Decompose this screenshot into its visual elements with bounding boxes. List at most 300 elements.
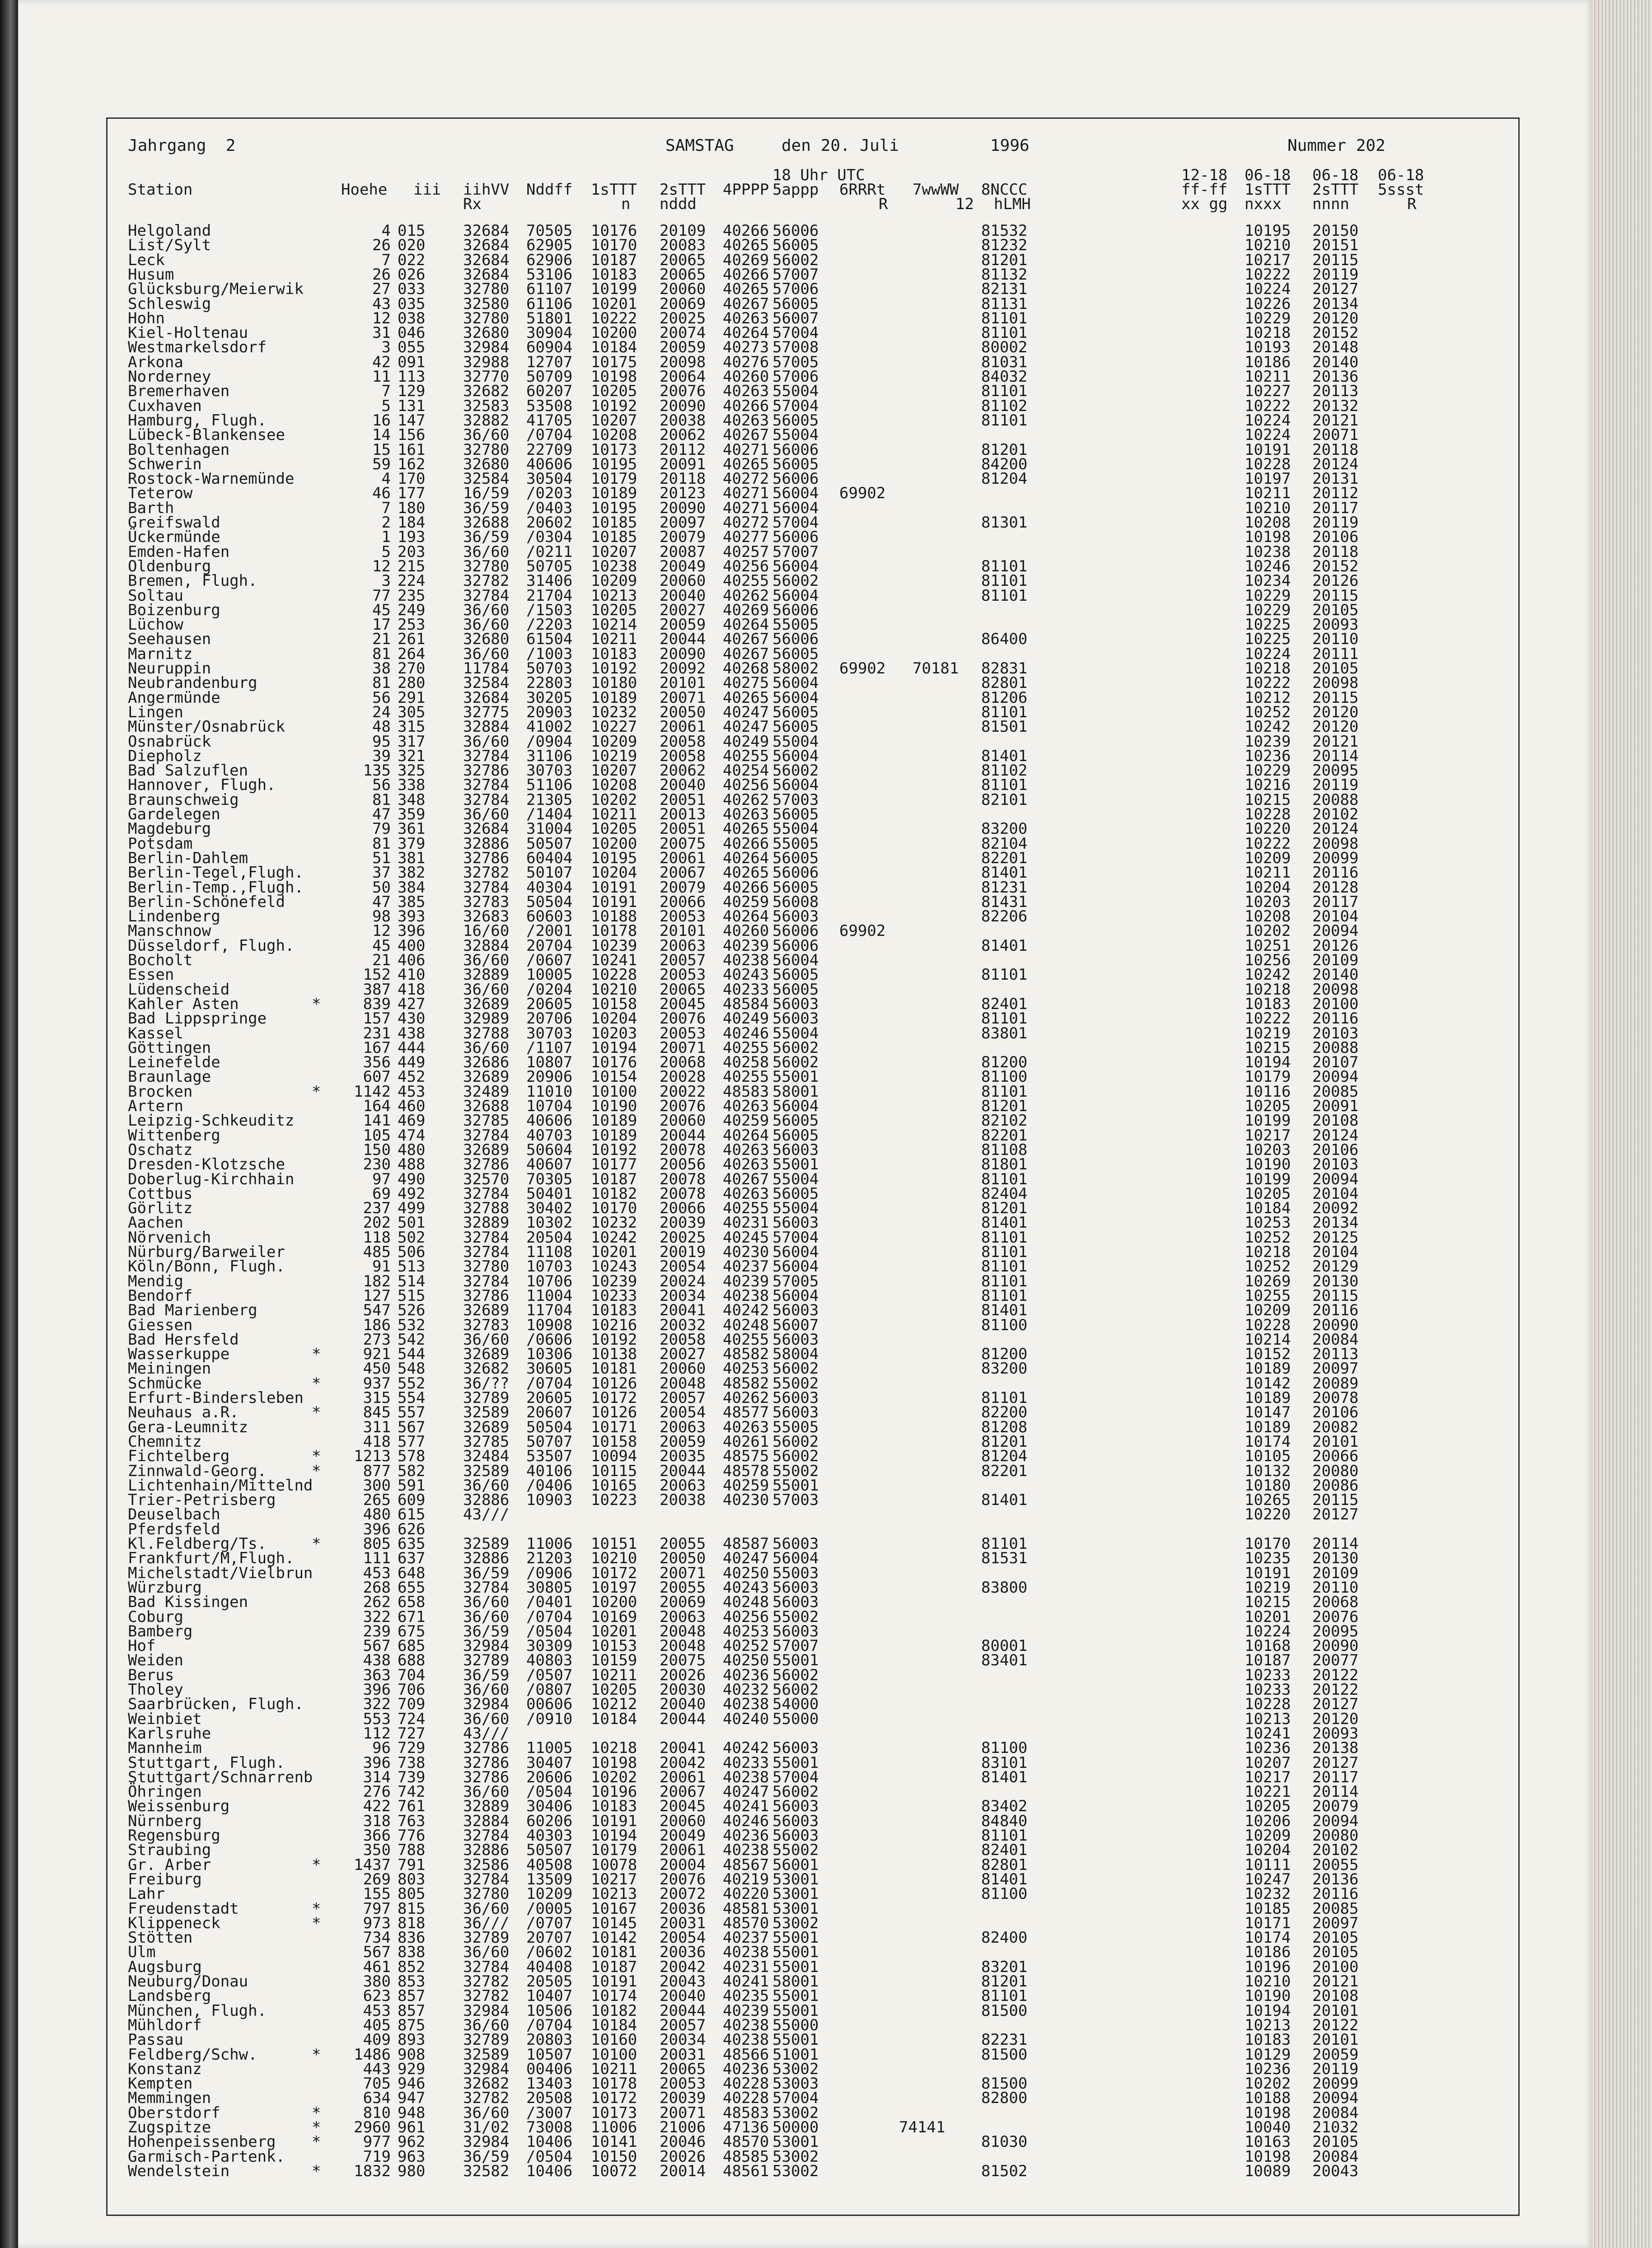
cell-iii: 184 — [398, 514, 426, 532]
cell-iii: 688 — [398, 1651, 426, 1670]
cell-nddff: /2001 — [526, 922, 573, 940]
cell-nddff: 40607 — [526, 1155, 573, 1174]
cell-t2: 20080 — [1312, 1462, 1359, 1480]
col-iii: iii — [413, 181, 441, 199]
cell-appp: 56004 — [772, 557, 819, 575]
cell-hoehe: 453 — [363, 2001, 391, 2020]
table-row — [0, 1274, 1652, 1289]
cell-ttt2: 20046 — [660, 2133, 706, 2151]
cell-ttt1: 10171 — [591, 1418, 637, 1436]
cell-iihvv: 32586 — [463, 1855, 510, 1874]
cell-nddff: 11005 — [526, 1739, 573, 1757]
cell-ttt1: 10208 — [591, 426, 637, 444]
cell-station: Pferdsfeld — [128, 1520, 220, 1538]
cell-iii: 264 — [398, 645, 426, 663]
cell-appp: 58001 — [772, 1972, 819, 1991]
table-row — [0, 1624, 1652, 1639]
cell-iii: 131 — [398, 397, 426, 415]
cell-pppp: 40238 — [723, 951, 769, 969]
cell-t1: 10089 — [1245, 2162, 1291, 2180]
cell-t2: 20116 — [1312, 1301, 1359, 1320]
cell-t2: 20093 — [1312, 1724, 1359, 1743]
cell-nddff: 10704 — [526, 1097, 573, 1115]
cell-ttt1: 10207 — [591, 762, 637, 780]
cell-t1: 10229 — [1245, 601, 1291, 619]
table-row — [0, 1785, 1652, 1799]
cell-ccc: 81201 — [981, 251, 1028, 269]
cell-hoehe: 797 — [363, 1899, 391, 1918]
cell-station: Neuhaus a.R. — [128, 1403, 239, 1422]
cell-nddff: 10005 — [526, 966, 573, 984]
cell-station: Würzburg — [128, 1578, 202, 1597]
cell-station: Hamburg, Flugh. — [128, 411, 267, 430]
cell-t1: 10132 — [1245, 1462, 1291, 1480]
cell-ttt2: 20031 — [660, 2045, 706, 2064]
cell-iihvv: 32689 — [463, 1068, 510, 1086]
cell-nddff: 50504 — [526, 893, 573, 911]
cell-station: Berlin-Tegel,Flugh. — [128, 864, 304, 882]
cell-t2: 20093 — [1312, 616, 1359, 634]
cell-station: Wittenberg — [128, 1126, 220, 1145]
cell-nddff: 10507 — [526, 2045, 573, 2064]
cell-iihvv: 32984 — [463, 2060, 510, 2078]
cell-iii: 393 — [398, 907, 426, 926]
cell-station: Helgoland — [128, 222, 211, 240]
cell-hoehe: 26 — [372, 265, 391, 284]
cell-hoehe: 39 — [372, 747, 391, 765]
cell-appp: 56006 — [772, 222, 819, 240]
cell-ttt1: 10192 — [591, 659, 637, 678]
cell-appp: 55002 — [772, 1374, 819, 1393]
cell-ttt2: 20039 — [660, 2089, 706, 2108]
cell-pppp: 48581 — [723, 1899, 769, 1918]
cell-hoehe: 734 — [363, 1929, 391, 1947]
cell-iii: 963 — [398, 2147, 426, 2166]
table-row — [0, 1405, 1652, 1420]
cell-pppp: 40264 — [723, 1126, 769, 1145]
cell-pppp: 40262 — [723, 1389, 769, 1407]
cell-t1: 10185 — [1245, 1899, 1291, 1918]
year-label: 1996 — [990, 136, 1030, 155]
cell-iii: 020 — [398, 236, 426, 255]
table-row — [0, 1449, 1652, 1464]
cell-hoehe: 152 — [363, 966, 391, 984]
cell-iihvv: 36/60 — [463, 1681, 510, 1699]
table-row — [0, 1814, 1652, 1829]
cell-t1: 10216 — [1245, 776, 1291, 795]
cell-hoehe: 380 — [363, 1972, 391, 1991]
cell-station: Mannheim — [128, 1739, 202, 1757]
cell-appp: 56002 — [772, 572, 819, 590]
cell-appp: 56008 — [772, 893, 819, 911]
cell-iihvv: 32775 — [463, 703, 510, 721]
cell-ttt1: 10158 — [591, 995, 637, 1013]
col-t2-sub: nnnn — [1312, 195, 1349, 213]
cell-iii: 381 — [398, 849, 426, 867]
cell-ccc: 82800 — [981, 2089, 1028, 2108]
cell-nddff: 30904 — [526, 324, 573, 342]
cell-ttt2: 20061 — [660, 849, 706, 867]
table-row — [0, 1887, 1652, 1902]
cell-station: Braunschweig — [128, 790, 239, 809]
cell-ttt1: 10213 — [591, 1885, 637, 1903]
cell-iihvv: 32782 — [463, 2089, 510, 2108]
cell-station: Bendorf — [128, 1286, 193, 1305]
cell-iii: 270 — [398, 659, 426, 678]
cell-hoehe: 366 — [363, 1827, 391, 1845]
cell-ttt1: 10184 — [591, 1710, 637, 1728]
cell-ttt1: 10183 — [591, 1301, 637, 1320]
cell-appp: 55005 — [772, 1418, 819, 1436]
cell-iihvv: 32886 — [463, 834, 510, 853]
cell-nddff: 62906 — [526, 251, 573, 269]
cell-ttt1: 10238 — [591, 557, 637, 575]
cell-iihvv: 32784 — [463, 776, 510, 795]
cell-appp: 50000 — [772, 2118, 819, 2136]
cell-ttt2: 20024 — [660, 1272, 706, 1290]
cell-t1: 10265 — [1245, 1491, 1291, 1510]
cell-t1: 10188 — [1245, 2089, 1291, 2108]
cell-pppp: 40265 — [723, 820, 769, 838]
cell-t1: 10171 — [1245, 1914, 1291, 1932]
table-row — [0, 294, 1652, 313]
cell-station: Berlin-Temp.,Flugh. — [128, 878, 304, 897]
cell-marker: * — [312, 1345, 321, 1364]
cell-t1: 10168 — [1245, 1637, 1291, 1655]
cell-iihvv: 32784 — [463, 878, 510, 897]
cell-pppp: 40238 — [723, 2016, 769, 2034]
cell-ccc: 83201 — [981, 1958, 1028, 1976]
cell-iihvv: 36/60 — [463, 951, 510, 969]
cell-hoehe: 705 — [363, 2075, 391, 2093]
cell-station: Meiningen — [128, 1360, 211, 1378]
cell-ttt2: 20040 — [660, 1695, 706, 1714]
cell-appp: 55003 — [772, 1564, 819, 1582]
table-row — [0, 428, 1652, 443]
cell-ttt2: 20058 — [660, 732, 706, 751]
cell-nddff: 50709 — [526, 368, 573, 386]
cell-iii: 875 — [398, 2016, 426, 2034]
cell-ccc: 81101 — [981, 1389, 1028, 1407]
cell-iihvv: 32782 — [463, 1987, 510, 2005]
cell-ttt2: 20063 — [660, 936, 706, 955]
cell-pppp: 40263 — [723, 411, 769, 430]
cell-iii: 791 — [398, 1855, 426, 1874]
cell-pppp: 48567 — [723, 1855, 769, 1874]
cell-nddff: 53507 — [526, 1447, 573, 1466]
cell-iii: 609 — [398, 1491, 426, 1510]
cell-ccc: 81102 — [981, 397, 1028, 415]
cell-iii: 046 — [398, 324, 426, 342]
cell-ttt1: 10173 — [591, 2103, 637, 2122]
cell-appp: 56006 — [772, 470, 819, 488]
table-row — [0, 1157, 1652, 1172]
cell-station: Nürburg/Barweiler — [128, 1243, 285, 1261]
cell-ttt2: 20036 — [660, 1943, 706, 1962]
cell-ttt1: 10195 — [591, 455, 637, 473]
cell-t1: 10129 — [1245, 2045, 1291, 2064]
cell-pppp: 48585 — [723, 2147, 769, 2166]
cell-marker: * — [312, 2162, 321, 2180]
cell-ttt1: 10180 — [591, 674, 637, 692]
cell-t2: 20103 — [1312, 1024, 1359, 1042]
table-row — [0, 1595, 1652, 1610]
cell-t1: 10179 — [1245, 1068, 1291, 1086]
cell-appp: 57008 — [772, 338, 819, 357]
cell-appp: 53001 — [772, 1870, 819, 1888]
cell-appp: 56004 — [772, 1549, 819, 1568]
cell-hoehe: 47 — [372, 893, 391, 911]
table-row — [0, 909, 1652, 924]
cell-ttt2: 20004 — [660, 1855, 706, 1874]
cell-t2: 20114 — [1312, 1535, 1359, 1553]
cell-ttt2: 20044 — [660, 1126, 706, 1145]
table-row — [0, 1668, 1652, 1683]
cell-t2: 20122 — [1312, 1681, 1359, 1699]
cell-pppp: 40252 — [723, 1637, 769, 1655]
cell-iihvv: 32788 — [463, 1199, 510, 1218]
cell-ccc: 81101 — [981, 1228, 1028, 1247]
col-ttt2-sub: nddd — [660, 195, 697, 213]
cell-marker: * — [312, 1447, 321, 1466]
cell-iii: 727 — [398, 1724, 426, 1743]
cell-appp: 57006 — [772, 368, 819, 386]
cell-pppp: 40262 — [723, 586, 769, 605]
cell-nddff: 10306 — [526, 1345, 573, 1364]
cell-appp: 56005 — [772, 980, 819, 999]
cell-hoehe: 37 — [372, 864, 391, 882]
cell-appp: 56002 — [772, 1447, 819, 1466]
cell-nddff: 61106 — [526, 294, 573, 313]
cell-appp: 56005 — [772, 805, 819, 823]
cell-t1: 10218 — [1245, 980, 1291, 999]
cell-pppp: 40228 — [723, 2075, 769, 2093]
cell-appp: 56004 — [772, 586, 819, 605]
cell-t1: 10180 — [1245, 1476, 1291, 1495]
cell-marker: * — [312, 1403, 321, 1422]
issue-number: Nummer 202 — [1287, 136, 1385, 155]
col-iihvv: iihVV — [463, 181, 510, 199]
cell-ttt1: 10201 — [591, 1243, 637, 1261]
cell-pppp: 40247 — [723, 703, 769, 721]
cell-iihvv: 32989 — [463, 1009, 510, 1028]
cell-pppp: 40264 — [723, 616, 769, 634]
cell-iihvv: 32884 — [463, 936, 510, 955]
cell-t1: 10204 — [1245, 1841, 1291, 1860]
table-row — [0, 2076, 1652, 2091]
cell-iii: 033 — [398, 280, 426, 299]
cell-hoehe: 450 — [363, 1360, 391, 1378]
cell-marker: * — [312, 1082, 321, 1101]
cell-iihvv: 32789 — [463, 1929, 510, 1947]
cell-t2: 20090 — [1312, 1316, 1359, 1334]
cell-hoehe: 1832 — [354, 2162, 391, 2180]
cell-ccc: 83401 — [981, 1651, 1028, 1670]
cell-ttt1: 10202 — [591, 790, 637, 809]
cell-hoehe: 150 — [363, 1140, 391, 1159]
cell-iihvv: 36/59 — [463, 1622, 510, 1640]
cell-ttt2: 20043 — [660, 1972, 706, 1991]
cell-t1: 10206 — [1245, 1812, 1291, 1830]
cell-appp: 55001 — [772, 1987, 819, 2005]
cell-hoehe: 396 — [363, 1753, 391, 1772]
cell-hoehe: 480 — [363, 1505, 391, 1524]
cell-iihvv: 36/60 — [463, 1943, 510, 1962]
cell-ttt1: 10100 — [591, 1082, 637, 1101]
cell-iihvv: 43/// — [463, 1724, 510, 1743]
cell-t1: 10255 — [1245, 1286, 1291, 1305]
cell-t2: 20080 — [1312, 1827, 1359, 1845]
cell-t1: 10196 — [1245, 1958, 1291, 1976]
cell-hoehe: 230 — [363, 1155, 391, 1174]
cell-ccc: 81030 — [981, 2133, 1028, 2151]
cell-ttt1: 10181 — [591, 1943, 637, 1962]
cell-ttt2: 20076 — [660, 1009, 706, 1028]
cell-ttt2: 20060 — [660, 1112, 706, 1130]
cell-t1: 10236 — [1245, 1739, 1291, 1757]
cell-ttt2: 20057 — [660, 1389, 706, 1407]
cell-t2: 20132 — [1312, 397, 1359, 415]
table-row — [0, 647, 1652, 662]
cell-t2: 20084 — [1312, 1330, 1359, 1349]
cell-pppp: 40263 — [723, 1097, 769, 1115]
cell-t2: 20126 — [1312, 572, 1359, 590]
cell-t2: 20108 — [1312, 1987, 1359, 2005]
cell-iii: 384 — [398, 878, 426, 897]
cell-ttt1: 10200 — [591, 834, 637, 853]
cell-t2: 20115 — [1312, 251, 1359, 269]
cell-pppp: 40255 — [723, 1330, 769, 1349]
table-row — [0, 1303, 1652, 1318]
cell-ttt2: 20058 — [660, 1330, 706, 1349]
table-row — [0, 676, 1652, 691]
cell-ttt1: 10195 — [591, 499, 637, 517]
cell-t2: 20104 — [1312, 907, 1359, 926]
cell-iihvv: 32589 — [463, 1403, 510, 1422]
cell-station: Leipzig-Schkeuditz — [128, 1112, 295, 1130]
cell-t2: 20116 — [1312, 1885, 1359, 1903]
cell-pppp: 40268 — [723, 659, 769, 678]
cell-appp: 57004 — [772, 397, 819, 415]
cell-ccc: 81301 — [981, 514, 1028, 532]
cell-iihvv: 36/// — [463, 1914, 510, 1932]
cell-iii: 788 — [398, 1841, 426, 1860]
table-row — [0, 822, 1652, 837]
cell-ttt1: 10165 — [591, 1476, 637, 1495]
cell-nddff: 11108 — [526, 1243, 573, 1261]
cell-station: Mendig — [128, 1272, 183, 1290]
cell-nddff: 10406 — [526, 2162, 573, 2180]
cell-iii: 548 — [398, 1360, 426, 1378]
cell-station: Greifswald — [128, 514, 220, 532]
cell-ttt2: 20040 — [660, 1987, 706, 2005]
cell-ccc: 81500 — [981, 2001, 1028, 2020]
cell-iii: 215 — [398, 557, 426, 575]
table-row — [0, 895, 1652, 910]
cell-ttt2: 20057 — [660, 2016, 706, 2034]
cell-iii: 400 — [398, 936, 426, 955]
cell-nddff: /0504 — [526, 1622, 573, 1640]
cell-appp: 56004 — [772, 499, 819, 517]
table-row — [0, 982, 1652, 997]
cell-station: Westmarkelsdorf — [128, 338, 267, 357]
cell-station: Freudenstadt — [128, 1899, 239, 1918]
cell-hoehe: 45 — [372, 601, 391, 619]
cell-appp: 56004 — [772, 747, 819, 765]
cell-hoehe: 141 — [363, 1112, 391, 1130]
cell-ttt2: 20091 — [660, 455, 706, 473]
cell-iii: 502 — [398, 1228, 426, 1247]
cell-ttt2: 20071 — [660, 688, 706, 707]
cell-iii: 980 — [398, 2162, 426, 2180]
cell-iihvv: 32684 — [463, 236, 510, 255]
cell-ccc: 81101 — [981, 309, 1028, 327]
cell-station: Weinbiet — [128, 1710, 202, 1728]
cell-ccc: 81532 — [981, 222, 1028, 240]
cell-hoehe: 634 — [363, 2089, 391, 2108]
cell-station: Stuttgart/Schnarrenb — [128, 1768, 313, 1786]
cell-pppp: 48561 — [723, 2162, 769, 2180]
cell-t1: 10207 — [1245, 1753, 1291, 1772]
cell-iihvv: 32784 — [463, 1243, 510, 1261]
cell-pppp: 40263 — [723, 1140, 769, 1159]
cell-ttt1: 10232 — [591, 703, 637, 721]
cell-ttt1: 10205 — [591, 601, 637, 619]
cell-ttt1: 10169 — [591, 1608, 637, 1626]
cell-ttt2: 20067 — [660, 1783, 706, 1801]
cell-appp: 56005 — [772, 1184, 819, 1203]
cell-iihvv: 32882 — [463, 411, 510, 430]
cell-appp: 58004 — [772, 1345, 819, 1364]
cell-t1: 10246 — [1245, 557, 1291, 575]
table-row — [0, 807, 1652, 822]
cell-appp: 56003 — [772, 1214, 819, 1232]
col-pppp: 4PPPP — [723, 181, 769, 199]
cell-ccc: 82101 — [981, 790, 1028, 809]
cell-ccc: 81401 — [981, 1214, 1028, 1232]
cell-nddff: 40508 — [526, 1855, 573, 1874]
cell-hoehe: 135 — [363, 762, 391, 780]
cell-station: Passau — [128, 2031, 183, 2049]
cell-ccc: 82201 — [981, 849, 1028, 867]
cell-t1: 10213 — [1245, 2016, 1291, 2034]
cell-appp: 55004 — [772, 820, 819, 838]
cell-pppp: 40249 — [723, 732, 769, 751]
cell-ttt1: 10204 — [591, 1009, 637, 1028]
cell-ccc: 84200 — [981, 455, 1028, 473]
cell-hoehe: 438 — [363, 1651, 391, 1670]
cell-iii: 552 — [398, 1374, 426, 1393]
cell-ttt2: 20022 — [660, 1082, 706, 1101]
cell-ttt2: 20065 — [660, 251, 706, 269]
cell-iihvv: 32583 — [463, 397, 510, 415]
cell-ttt2: 20071 — [660, 1038, 706, 1057]
cell-nddff: 30805 — [526, 1578, 573, 1597]
cell-appp: 55004 — [772, 1199, 819, 1218]
cell-station: Leinefelde — [128, 1053, 220, 1072]
cell-appp: 55000 — [772, 2016, 819, 2034]
cell-iihvv: 32782 — [463, 1972, 510, 1991]
cell-iihvv: 32784 — [463, 1184, 510, 1203]
cell-t2: 20071 — [1312, 426, 1359, 444]
cell-hoehe: 418 — [363, 1432, 391, 1451]
weekday-label: SAMSTAG — [665, 136, 734, 155]
cell-ccc: 86400 — [981, 630, 1028, 649]
cell-ttt2: 20051 — [660, 820, 706, 838]
cell-hoehe: 24 — [372, 703, 391, 721]
cell-station: Lüdenscheid — [128, 980, 230, 999]
cell-station: Wasserkuppe — [128, 1345, 230, 1364]
